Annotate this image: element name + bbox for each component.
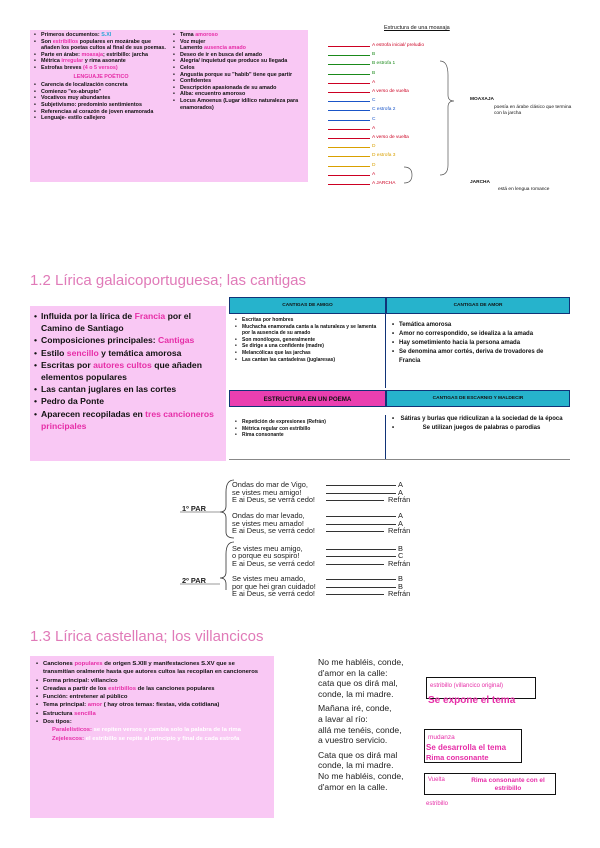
list-item: • Las cantan las cantadeiras (juglaresas) [235,357,379,364]
list-item: • Referencias al corazón de joven enamorada [34,109,168,116]
poem-line: E ai Deus, se verrá cedo! [232,495,315,505]
item-text: Descripción [180,84,211,91]
item-text: Estilo [41,347,67,358]
diagram-row: D [372,144,376,150]
poem-line: a lavar al río: [318,713,368,724]
list-item: • Son monólogos, generalmente [235,337,379,344]
poem-line: o porque eu sospiro! [232,551,300,561]
item-text: Métrica [41,58,62,65]
item-highlight: populares [74,661,103,667]
item-text: de las canciones populares [135,685,215,692]
item-text: ( hay otros temas: fiestas, vida cotidiana) [102,702,220,709]
list-item: • Vocativos muy abundantes [34,95,168,102]
list-item [173,65,305,72]
list-item [173,85,305,92]
poem-line: Cata que os dirá mal [318,749,398,760]
item-text: Voz mujer [180,38,206,45]
par-brackets [176,478,428,592]
rima-estribillo-label: Rima consonante con el estribillo [471,777,545,792]
se-expone-label: Se expone el tema [428,695,516,706]
jarcha-bracket [404,167,412,183]
list-item [36,710,268,718]
poem-line: E ai Deus, se verrá cedo! [232,526,315,536]
poem-mark: A [398,480,403,489]
poem-line: Se vistes meu amado, [232,574,306,584]
poem-line: No me habléis, conde, [318,657,404,667]
list-item [36,718,268,726]
item-text: : encuentro amoroso [191,91,246,98]
diagram-row: D [372,162,376,168]
moaxaja-label: MOAXAJA [470,97,494,102]
item-highlight: S.XI [101,32,112,38]
list-item: • Se dirige a una confidente (madre) [235,343,379,350]
poem-mark: Refrán [388,495,411,505]
list-item [34,334,222,346]
item-text: Alba [180,91,192,98]
item-text: de ir en busca del amado [196,51,263,58]
poem-line: cata que os dirá mal, [318,678,398,689]
diagram-row: A verso de vuelta [372,89,409,94]
item-highlight: Cantigas [158,335,195,346]
item-highlight: ausencia amado [203,45,246,52]
item-text: Las cantan juglares en las cortes [41,384,177,395]
poem-line: a vuestro servicio. [318,735,388,746]
item-text: Tema principal: [43,702,88,709]
item-text: Angustia [180,71,204,78]
item-text: : entretener al público [65,694,128,701]
diagram-row: D estrofa 3 [372,153,396,159]
moaxaja-diagram [322,25,580,193]
list-item [34,383,222,395]
poem-line: d'amor en la calle: [318,667,388,678]
list-item: • Subjetivismo: predominio sentimientos [34,102,168,109]
cantigas-amor-cell [386,313,570,388]
estructura-poema-cell [229,415,386,459]
list-item [173,91,305,98]
item-highlight: amor [87,702,103,709]
item-text: Son [41,38,53,45]
list-item [34,52,168,59]
item-text: Dos tipos: [43,719,72,726]
list-item: • Se denomina amor cortés, deriva de trovadores de Francia [392,348,564,366]
diagram-row: C estrofa 2 [372,107,396,113]
diagram-row: A [372,171,376,177]
section-1-2-title: 1.2 Lírica galaicoportuguesa; las cantigas [30,272,307,289]
item-text: Aparecen recopiladas en [41,408,146,419]
item-highlight: (4 o 5 versos) [82,64,118,71]
list-item: • Melancólicas que las jarchas [235,350,379,357]
poem-arrow [326,594,384,595]
moaxaja-note: poesía en árabe clásico que termina con la jarcha [494,105,572,116]
item-text: que añaden elementos populares [41,359,202,383]
item-text: Deseo [180,51,197,58]
item-text: Alegría/ inquietud [180,58,226,65]
estribillo-final-label: estribillo [426,801,449,807]
list-item: • Escritas por hombres [235,317,379,324]
poem-mark: Refrán [388,558,411,568]
poem-mark: B [398,581,403,591]
section-1-3-title: 1.3 Lírica castellana; los villancicos [30,628,264,645]
list-item [36,701,268,709]
type-name: Zejelescos: [52,735,85,742]
item-text: y temática amorosa [98,347,182,358]
item-highlight: Francia [134,311,166,321]
item-highlight: estribillos [108,685,136,692]
item-highlight: irregular [61,58,84,65]
item-highlight: autores cultos [93,359,152,370]
item-text: (Lugar idílico naturaleza para enamorados) [180,97,299,111]
list-item [34,39,168,52]
list-item [173,78,305,85]
poem-mark: A [398,511,403,521]
poem-mark: B [398,543,403,553]
jarcha-note: está en lengua romance [498,187,550,192]
item-highlight: estribillos [52,38,79,45]
jarchas-column-2 [173,32,305,111]
poem-mark: Refrán [388,526,411,536]
villancico-poem [314,655,562,819]
list-item: • Amor no correspondido, se idealiza a la amada [392,330,564,339]
mudanza-label: mudanza [428,734,455,741]
diagram-row: C [372,116,376,122]
diagram-row: A estrofa inicial/ preludio [372,43,424,48]
item-text: apasionada de su amado [210,84,277,91]
diagram-title: Estructura de una moaxaja [384,25,450,31]
poem-mark: B [398,574,403,584]
list-item: • Lenguaje- estilo callejero [34,115,168,122]
list-item [36,693,268,701]
par-2-label: 2º PAR [182,576,206,585]
poem-mark: Refrán [388,589,411,599]
vuelta-label: Vuelta [428,777,445,783]
item-text: Forma principal: villancico [43,677,118,684]
list-item: • Carencia de localización concreta [34,82,168,89]
poem-line: E ai Deus, se verrá cedo! [232,558,315,568]
cantigas-escarnio-cell [386,411,570,459]
item-text: Locus Amoenus [180,97,222,104]
diagram-row: C [372,98,376,104]
poem-line: conde, la mi madre. [318,688,394,699]
type-item [52,735,268,743]
item-text: ; estribillo: jarcha [103,51,148,58]
lenguaje-poetico-subtitle: LENGUAJE POÉTICO [73,73,129,80]
item-text: Celos [180,64,195,71]
list-item [173,39,305,46]
diagram-row: B [372,52,376,58]
poem-line: allá me tenéis, conde, [318,724,402,735]
diagram-row: A [372,79,376,85]
header-cantigas-escarnio: CANTIGAS DE ESCARNIO Y MALDECIR [386,390,570,407]
cantigas-amigo-cell [229,313,386,388]
diagram-row: B [372,70,376,76]
item-highlight: tres cancioneros principales [41,408,214,431]
item-text: de origen S.XIII y manifestaciones S.XV que se transmitían oralmente hasta que autores cultos las recopilan en cancioneros [43,661,259,676]
item-text: Función [43,694,66,701]
item-text: Canciones [43,661,75,667]
diagram-row: A [372,125,376,131]
jarchas-summary-box [30,30,308,182]
list-item [34,310,222,334]
list-item: • Comienzo "ex-abrupto" [34,89,168,96]
item-highlight: sencillo [66,347,99,358]
poem-line: por que hei gran cuidado! [232,581,316,591]
list-item [36,685,268,693]
item-text: Lamento [180,45,204,52]
item-text: Creadas a partir de los [43,685,109,692]
poem-line: conde, la mi madre. [318,760,394,771]
list-item [34,65,168,72]
list-item [173,45,305,52]
header-cantigas-amigo: CANTIGAS DE AMIGO [229,297,386,314]
list-item [34,408,222,432]
list-item: • Métrica regular con estribillo [235,426,379,433]
list-item [34,32,168,39]
table-bottom-border [229,459,570,460]
type-item [52,726,268,734]
jarchas-column-1 [34,32,168,122]
item-text: Pedro da Ponte [41,396,105,407]
list-item [173,58,305,65]
list-item: • Se utilizan juegos de palabras o parodias [392,424,564,433]
poem-line: se vistes meu amigo! [232,487,302,497]
item-text: Primeros documentos: [41,32,102,38]
list-item [34,58,168,65]
list-item: • Temática amorosa [392,321,564,330]
list-item [173,32,305,39]
type-desc: el estribillo se repite al principio y final de cada estrofa [84,735,240,742]
item-highlight: sencilla [74,710,96,717]
poem-mark: A [398,487,403,497]
list-item [173,72,305,79]
poem-mark: C [398,551,404,561]
type-desc: se repiten versos y cambia solo la palabra de la rima [91,727,241,734]
item-text: Escritas por [41,359,94,370]
cantiga-poem-diagram [176,478,428,599]
list-item: • Muchacha enamorada canta a la naturaleza y se lamenta por la ausencia de su amado [235,324,379,337]
list-item [173,98,305,111]
item-text: porque su "habib" tiene que partir [203,71,293,78]
list-item: • Hay sometimiento hacia la persona amada [392,339,564,348]
item-text: Composiciones principales: [41,335,158,346]
jarcha-label: JARCHA [470,180,490,185]
par-1-label: 1º PAR [182,504,206,513]
poem-line: Mañana iré, conde, [318,703,392,714]
list-item [173,52,305,59]
list-item: • Rima consonante [235,432,379,439]
poem-line: Ondas do mar de Vigo, [232,480,308,489]
poem-line: Ondas do mar levado, [232,511,305,521]
list-item [36,677,268,685]
item-highlight: amoroso [195,32,218,38]
item-text: Confidentes [180,78,212,85]
list-item: • Sátiras y burlas que ridiculizan a la sociedad de la época [392,415,564,424]
list-item [36,660,268,677]
item-text: populares en mozárabe que añaden los poetas cultos al final de sus poemas. [41,38,166,52]
galaicoportuguesa-list-box [30,306,226,461]
item-text: que produce su llegada [225,58,288,65]
header-cantigas-amor: CANTIGAS DE AMOR [386,297,570,314]
item-text: Parte en árabe: [41,51,82,58]
moaxaja-bracket [440,61,454,175]
item-text: Estructura [43,710,75,717]
item-highlight: moaxaja [81,51,104,58]
header-estructura-poema: ESTRUCTURA EN UN POEMA [229,390,386,407]
poem-line: d'amor en la calle. [318,781,388,792]
diagram-row: A JARCHA [372,181,396,186]
diagram-row: A verso de vuelta [372,135,409,140]
villancicos-list-box [30,656,274,818]
list-item [34,347,222,359]
diagram-row: B estrofa 1 [372,61,396,67]
item-text: y rima asonante [83,58,126,65]
list-item [34,359,222,383]
list-item [34,395,222,407]
se-desarrolla-label: Se desarrolla el tema [426,743,507,752]
type-name: Paralelísticos: [52,727,92,734]
poem-line: E ai Deus, se verrá cedo! [232,589,315,599]
item-text: Estrofas breves [41,64,83,71]
list-item: • Repetición de expresiones (Refrán) [235,419,379,426]
item-text: Tema [180,32,196,38]
poem-line: se vistes meu amado! [232,518,304,528]
rima-consonante-label: Rima consonante [426,753,489,762]
item-text: Influida por la lírica de [41,311,135,321]
poem-line: No me habléis, conde, [318,770,404,781]
poem-mark: A [398,518,403,528]
poem-line: Se vistes meu amigo, [232,543,303,553]
estribillo-label: estribillo (villancico original) [430,683,504,689]
item-text: por el Camino de Santiago [41,311,191,334]
cantigas-table [229,297,570,459]
